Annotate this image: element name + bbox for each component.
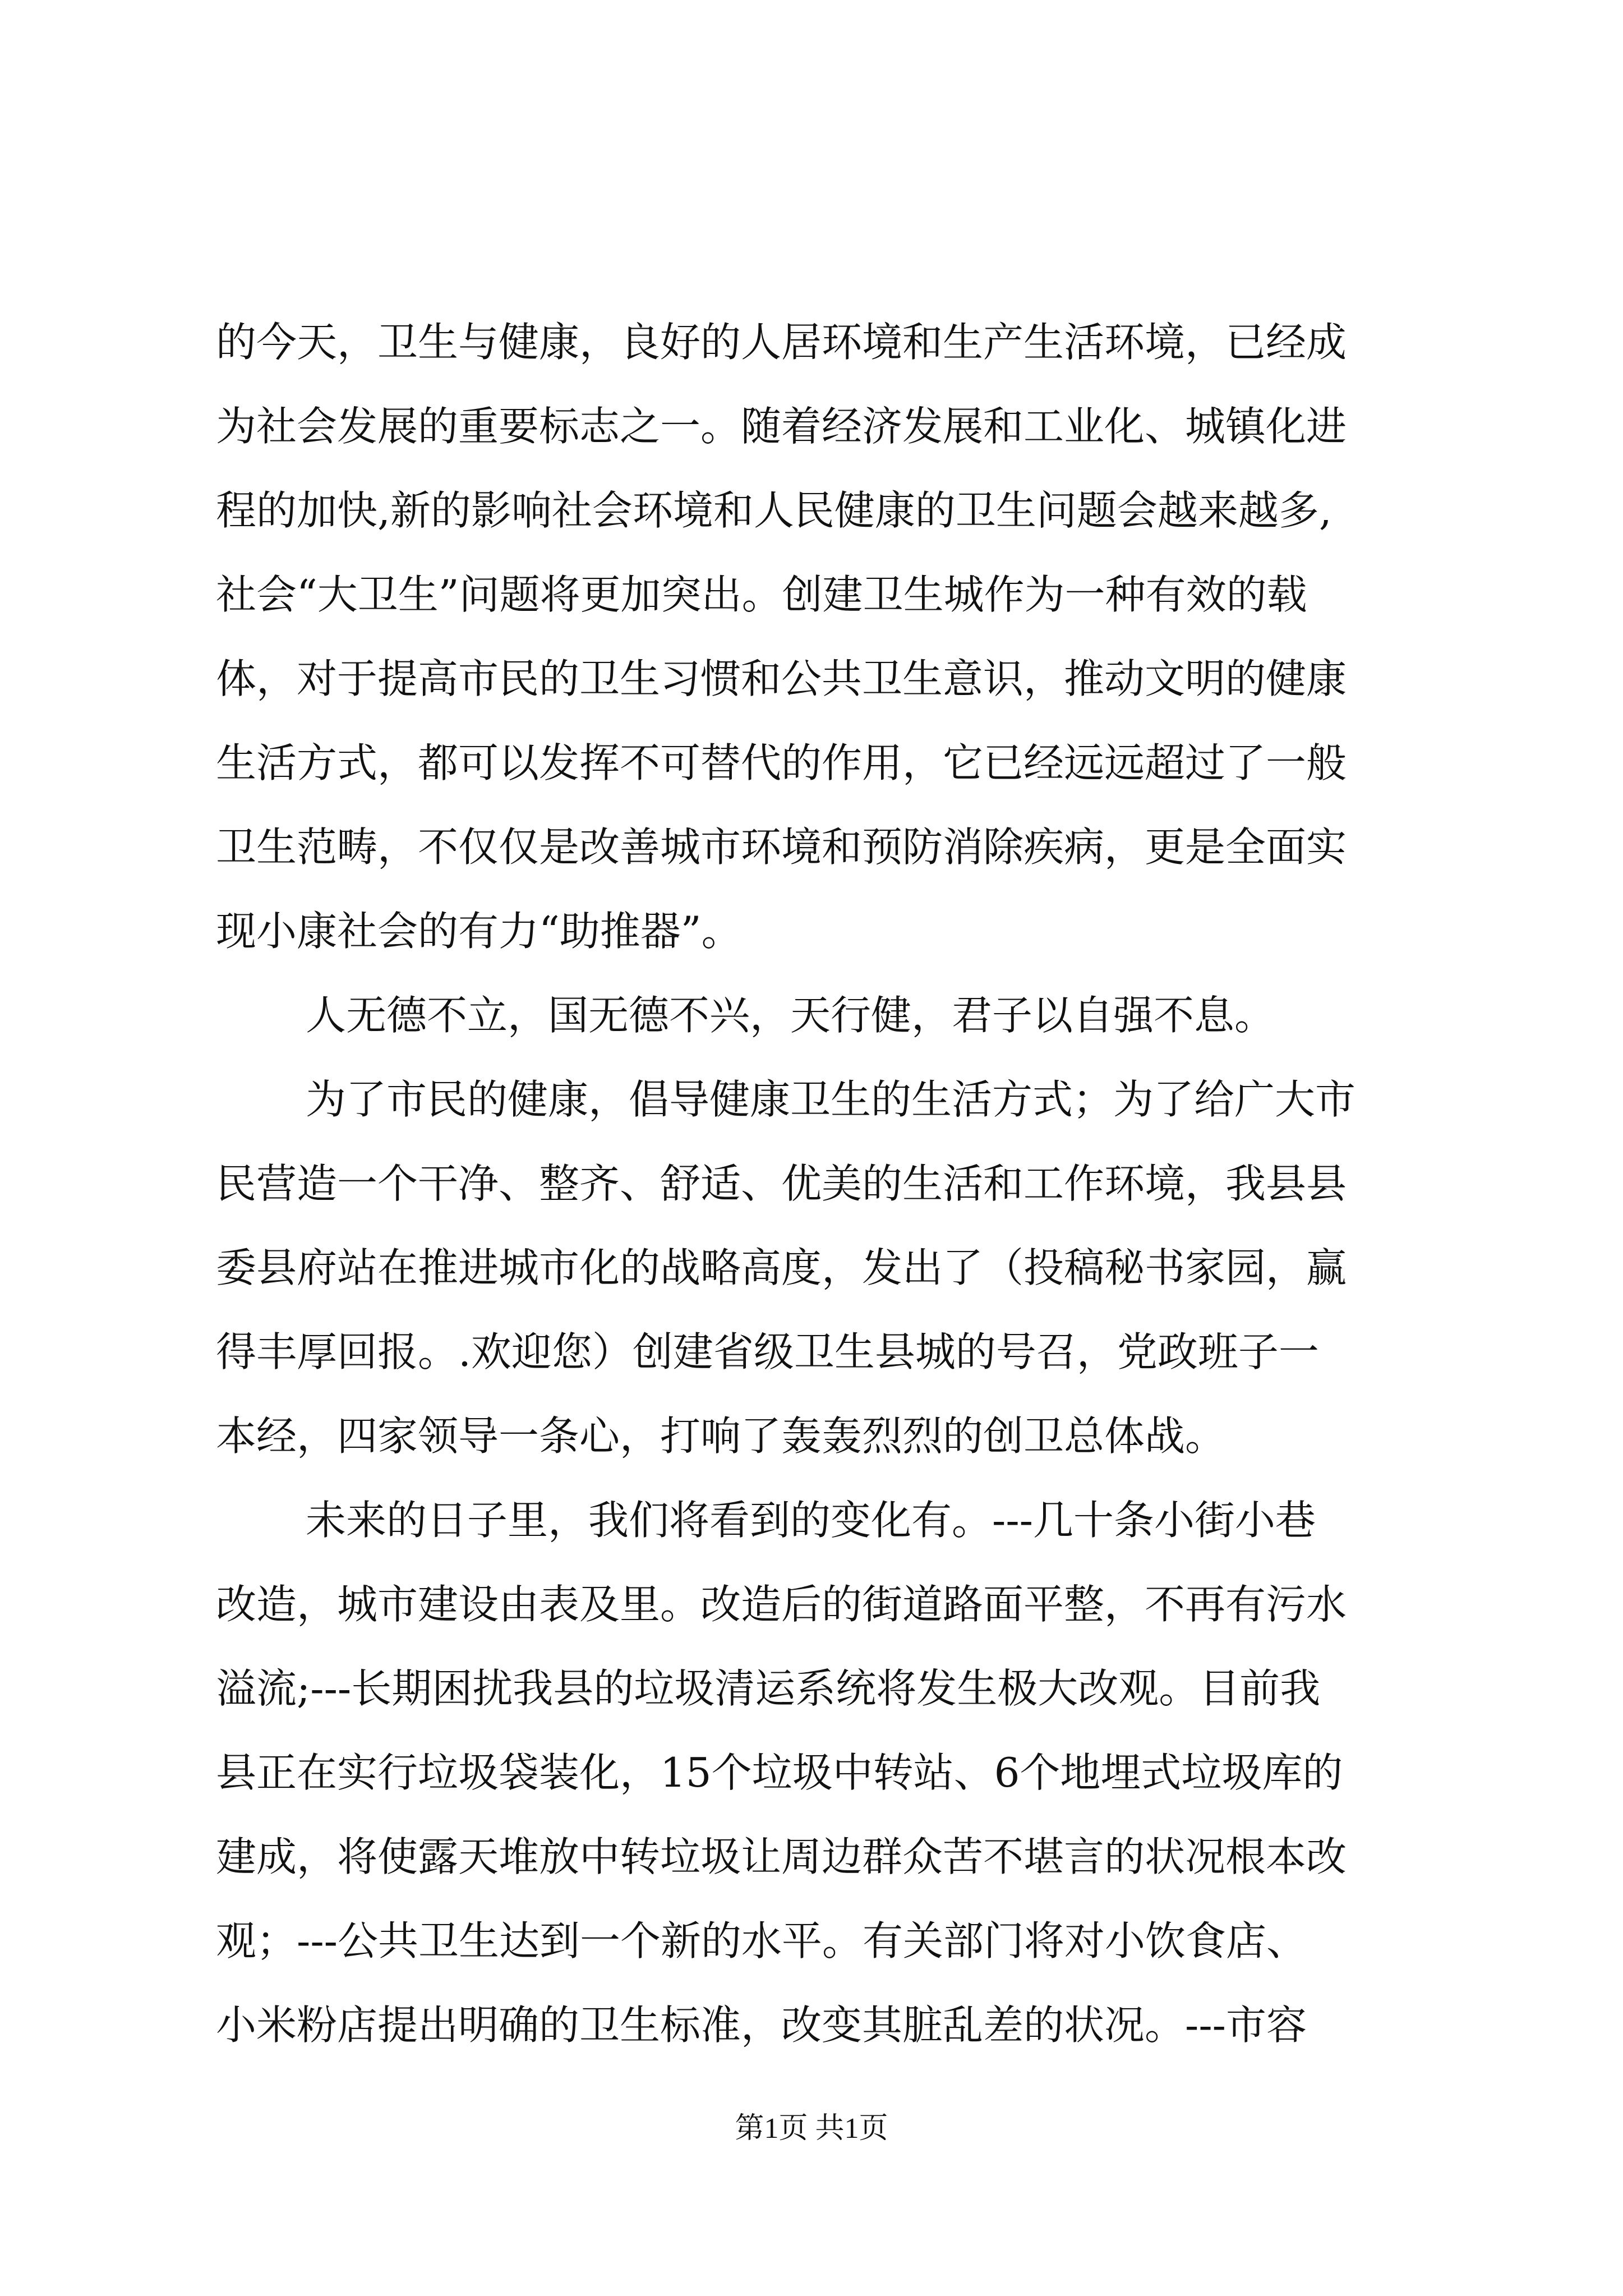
paragraph-first-line: 未来的日子里，我们将看到的变化有。---几十条小街小巷 [306,1497,1316,1544]
text-line: 程的加快,新的影响社会环境和人民健康的卫生问题会越来越多, [216,487,1332,534]
text-line: 改造，城市建设由表及里。改造后的街道路面平整，不再有污水 [216,1581,1347,1628]
text-line: 本经，四家领导一条心，打响了轰轰烈烈的创卫总体战。 [216,1412,1226,1460]
text-line: 县正在实行垃圾袋装化，15个垃圾中转站、6个地埋式垃圾库的 [216,1749,1343,1796]
text-line: 溢流;---长期困扰我县的垃圾清运系统将发生极大改观。目前我 [216,1665,1321,1712]
text-line: 委县府站在推进城市化的战略高度，发出了（投稿秘书家园，赢 [216,1244,1347,1291]
page-number-footer: 第1页 共1页 [735,2113,888,2145]
text-line: 生活方式，都可以发挥不可替代的作用，它已经远远超过了一般 [216,739,1347,786]
text-line: 现小康社会的有力“助推器”。 [216,908,742,955]
text-line: 社会“大卫生”问题将更加突出。创建卫生城作为一种有效的载 [216,571,1307,618]
document-body [216,300,1467,2067]
text-line: 民营造一个干净、整齐、舒适、优美的生活和工作环境，我县县 [216,1160,1347,1207]
text-line: 建成，将使露天堆放中转垃圾让周边群众苦不堪言的状况根本改 [216,1833,1347,1880]
text-line: 的今天，卫生与健康，良好的人居环境和生产生活环境，已经成 [216,319,1347,366]
text-line: 小米粉店提出明确的卫生标准，改变其脏乱差的状况。---市容 [216,2001,1307,2049]
text-line: 为社会发展的重要标志之一。随着经济发展和工业化、城镇化进 [216,403,1347,450]
text-line: 体，对于提高市民的卫生习惯和公共卫生意识，推动文明的健康 [216,655,1347,702]
paragraph-first-line: 为了市民的健康，倡导健康卫生的生活方式；为了给广大市 [306,1076,1356,1123]
text-line: 卫生范畴，不仅仅是改善城市环境和预防消除疾病，更是全面实 [216,823,1347,871]
text-line: 得丰厚回报。.欢迎您）创建省级卫生县城的号召，党政班子一 [216,1328,1319,1375]
text-line: 观；---公共卫生达到一个新的水平。有关部门将对小饮食店、 [216,1917,1307,1964]
paragraph-first-line: 人无德不立，国无德不兴，天行健，君子以自强不息。 [306,992,1275,1039]
